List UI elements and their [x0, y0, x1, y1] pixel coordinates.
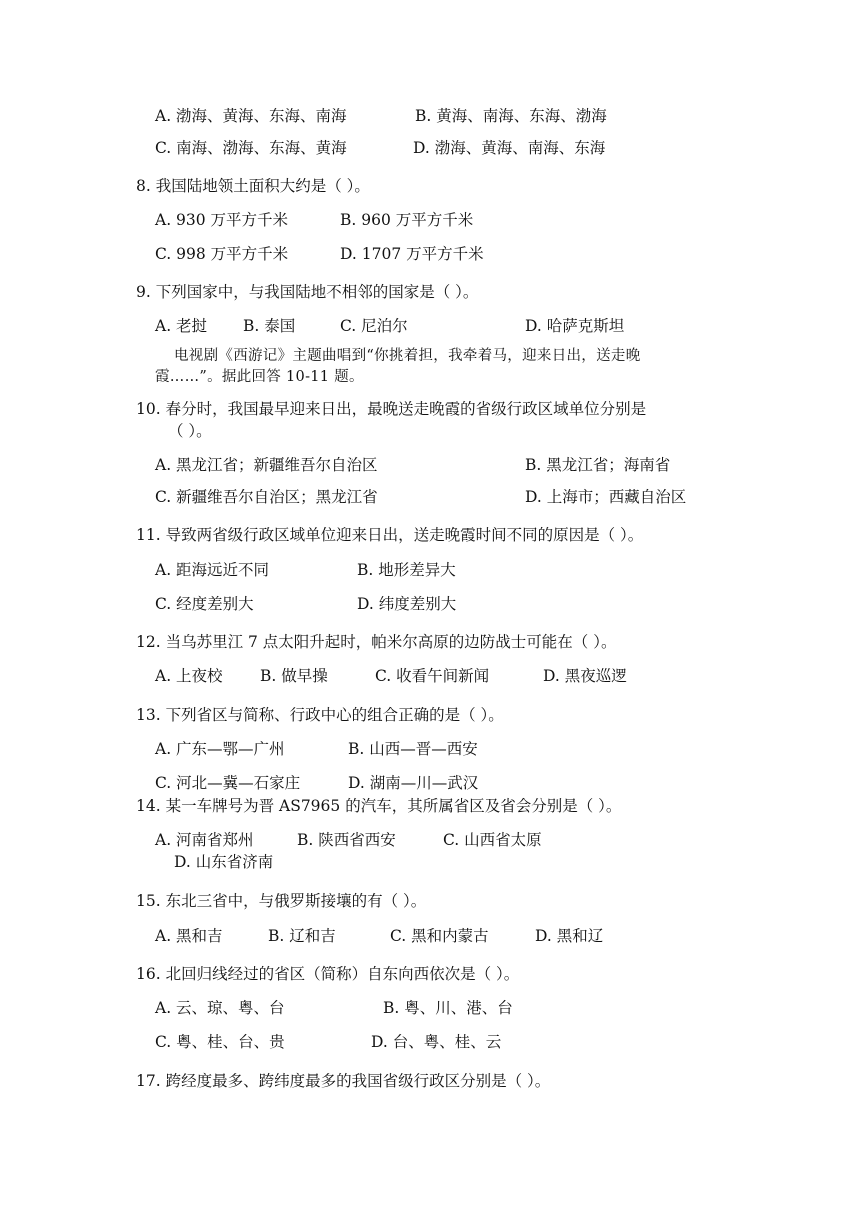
q9-option-b: B. 泰国 — [243, 317, 296, 335]
q9-option-c: C. 尼泊尔 — [340, 317, 408, 335]
q11-option-c: C. 经度差别大 — [155, 595, 254, 613]
q15-option-d: D. 黑和辽 — [535, 927, 604, 945]
q8-option-d: D. 1707 万平方千米 — [340, 245, 484, 263]
q13-option-d: D. 湖南—川—武汉 — [348, 774, 479, 792]
q11-stem: 11. 导致两省级行政区域单位迎来日出，送走晚霞时间不同的原因是（ ）。 — [136, 526, 644, 544]
q15-stem: 15. 东北三省中，与俄罗斯接壤的有（ ）。 — [136, 892, 427, 910]
q11-option-d: D. 纬度差别大 — [357, 595, 457, 613]
q15-option-a: A. 黑和吉 — [155, 927, 223, 945]
q10-option-d: D. 上海市；西藏自治区 — [525, 488, 687, 506]
q7-option-c: C. 南海、渤海、东海、黄海 — [155, 139, 347, 157]
q16-option-d: D. 台、粤、桂、云 — [371, 1033, 502, 1051]
q13-option-a: A. 广东—鄂—广州 — [155, 740, 285, 758]
q12-option-a: A. 上夜校 — [155, 667, 223, 685]
q12-stem: 12. 当乌苏里江 7 点太阳升起时，帕米尔高原的边防战士可能在（ ）。 — [136, 633, 617, 651]
q10-option-a: A. 黑龙江省；新疆维吾尔自治区 — [155, 456, 378, 474]
q10-stem-continued: （ ）。 — [168, 422, 212, 440]
q13-option-b: B. 山西—晋—西安 — [348, 740, 478, 758]
q9-option-a: A. 老挝 — [155, 317, 208, 335]
q8-option-c: C. 998 万平方千米 — [155, 245, 289, 263]
q17-stem: 17. 跨经度最多、跨纬度最多的我国省级行政区分别是（ ）。 — [136, 1072, 551, 1090]
q14-option-d: D. 山东省济南 — [174, 853, 274, 871]
q13-stem: 13. 下列省区与简称、行政中心的组合正确的是（ ）。 — [136, 706, 504, 724]
q10-option-b: B. 黑龙江省；海南省 — [525, 456, 671, 474]
q12-option-b: B. 做早操 — [260, 667, 328, 685]
q15-option-b: B. 辽和吉 — [268, 927, 336, 945]
q8-option-a: A. 930 万平方千米 — [155, 211, 289, 229]
q16-option-a: A. 云、琼、粤、台 — [155, 999, 285, 1017]
q13-option-c: C. 河北—冀—石家庄 — [155, 774, 301, 792]
q7-option-b: B. 黄海、南海、东海、渤海 — [415, 107, 607, 125]
q16-option-b: B. 粤、川、港、台 — [383, 999, 513, 1017]
q9-stem: 9. 下列国家中，与我国陆地不相邻的国家是（ ）。 — [136, 283, 479, 301]
q10-stem: 10. 春分时，我国最早迎来日出，最晚送走晚霞的省级行政区域单位分别是 — [136, 400, 647, 418]
q7-option-a: A. 渤海、黄海、东海、南海 — [155, 107, 347, 125]
q15-option-c: C. 黑和内蒙古 — [390, 927, 489, 945]
q14-option-c: C. 山西省太原 — [443, 831, 542, 849]
q14-option-a: A. 河南省郑州 — [155, 831, 254, 849]
q7-option-d: D. 渤海、黄海、南海、东海 — [413, 139, 606, 157]
q8-option-b: B. 960 万平方千米 — [340, 211, 474, 229]
q14-stem: 14. 某一车牌号为晋 AS7965 的汽车，其所属省区及省会分别是（ ）。 — [136, 797, 622, 815]
q11-option-b: B. 地形差异大 — [357, 561, 456, 579]
q14-option-b: B. 陕西省西安 — [297, 831, 396, 849]
passage-line-2: 霞……”。据此回答 10-11 题。 — [155, 369, 364, 385]
q9-option-d: D. 哈萨克斯坦 — [525, 317, 625, 335]
q16-stem: 16. 北回归线经过的省区（简称）自东向西依次是（ ）。 — [136, 965, 520, 983]
q10-option-c: C. 新疆维吾尔自治区；黑龙江省 — [155, 488, 378, 506]
q16-option-c: C. 粤、桂、台、贵 — [155, 1033, 285, 1051]
q12-option-c: C. 收看午间新闻 — [375, 667, 490, 685]
q11-option-a: A. 距海远近不同 — [155, 561, 270, 579]
q12-option-d: D. 黑夜巡逻 — [543, 667, 627, 685]
passage-line-1: 电视剧《西游记》主题曲唱到“你挑着担，我牵着马，迎来日出，送走晚 — [174, 348, 641, 364]
q8-stem: 8. 我国陆地领土面积大约是（ ）。 — [136, 177, 370, 195]
